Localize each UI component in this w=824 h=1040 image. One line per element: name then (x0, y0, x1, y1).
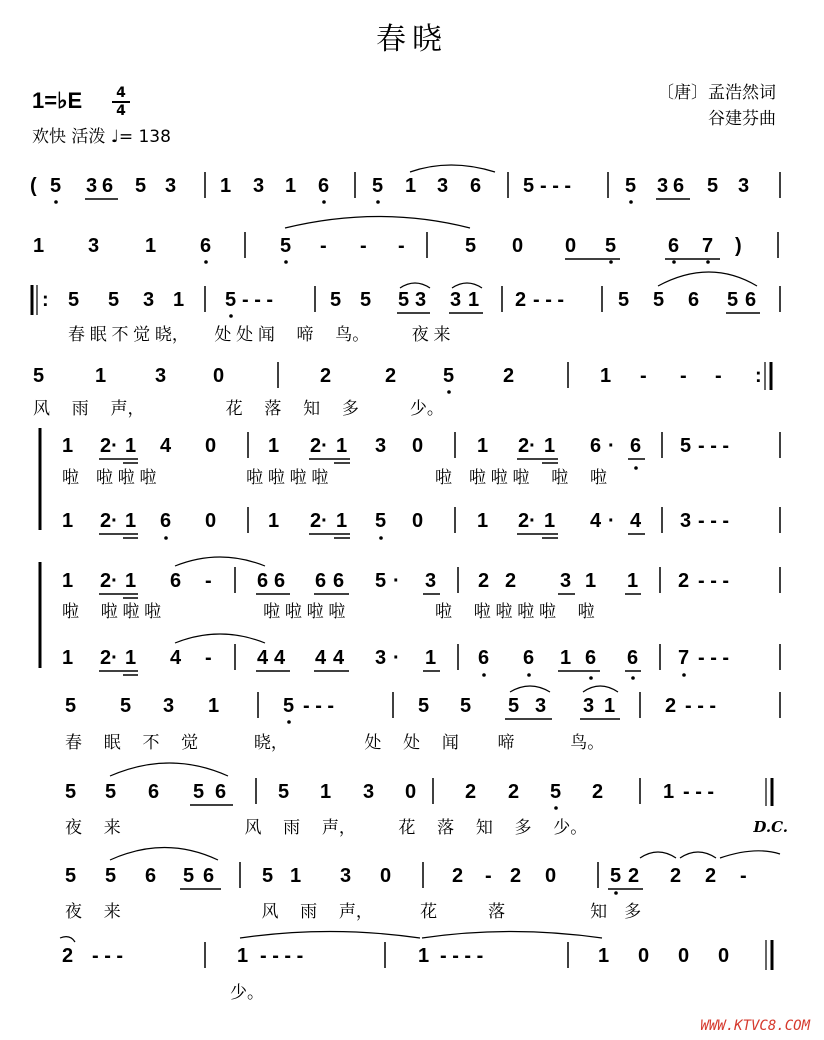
svg-text:5: 5 (443, 365, 455, 387)
svg-text:4: 4 (170, 647, 182, 669)
svg-text:2: 2 (515, 289, 527, 311)
svg-text:6: 6 (102, 175, 114, 197)
svg-text:- - -: - - - (540, 175, 572, 197)
svg-text:6: 6 (318, 175, 330, 197)
svg-text:2: 2 (508, 781, 520, 803)
lyric-line-6: 夜 来 风 雨 声， 花 落 知 多 少。 (65, 818, 588, 837)
svg-text:6: 6 (590, 435, 602, 457)
svg-text:3: 3 (450, 289, 462, 311)
svg-text:5: 5 (262, 865, 274, 887)
svg-text:5: 5 (280, 235, 292, 257)
svg-text:1: 1 (125, 510, 137, 532)
svg-text:5: 5 (193, 781, 205, 803)
svg-text:3: 3 (583, 695, 595, 717)
svg-text:5: 5 (550, 781, 562, 803)
svg-text:- - - -: - - - - (260, 945, 304, 967)
svg-text:2: 2 (62, 945, 74, 967)
svg-text:3: 3 (535, 695, 547, 717)
svg-text:2·: 2· (100, 647, 118, 669)
svg-text:5: 5 (398, 289, 410, 311)
svg-text:1: 1 (285, 175, 297, 197)
svg-text:5: 5 (50, 175, 62, 197)
svg-text:6: 6 (274, 570, 286, 592)
svg-text:1: 1 (33, 235, 45, 257)
svg-text:0: 0 (565, 235, 577, 257)
svg-text:7: 7 (702, 235, 714, 257)
svg-text::: : (755, 365, 762, 387)
svg-text:0: 0 (213, 365, 225, 387)
svg-text:6: 6 (333, 570, 345, 592)
svg-text:5: 5 (605, 235, 617, 257)
svg-text:5: 5 (330, 289, 342, 311)
svg-text:5: 5 (183, 865, 195, 887)
tempo-mood: 欢快 活泼 (32, 127, 106, 147)
svg-text:2: 2 (505, 570, 517, 592)
svg-text:1: 1 (237, 945, 249, 967)
svg-text:-: - (205, 570, 212, 592)
lyric-line-1: 春 眠 不 觉 晓， 处 处 闻 啼 鸟。 夜 来 (68, 325, 451, 344)
notation-row-9 (65, 848, 780, 895)
svg-text:2: 2 (628, 865, 640, 887)
svg-text:1: 1 (663, 781, 675, 803)
key-signature: 1=♭E (32, 88, 83, 113)
svg-text:5: 5 (65, 781, 77, 803)
svg-text:4: 4 (274, 647, 286, 669)
svg-text:1: 1 (62, 647, 74, 669)
svg-text:-: - (740, 865, 747, 887)
svg-text:5: 5 (465, 235, 477, 257)
svg-text:3: 3 (437, 175, 449, 197)
page-title: 春晓 (376, 22, 448, 57)
svg-text:5: 5 (460, 695, 472, 717)
svg-text:1: 1 (268, 435, 280, 457)
svg-text:3: 3 (155, 365, 167, 387)
svg-text:1: 1 (173, 289, 185, 311)
svg-text:-: - (398, 235, 405, 257)
svg-text:2: 2 (503, 365, 515, 387)
lyricist-credit: 〔唐〕孟浩然词 (657, 83, 776, 103)
svg-text:3: 3 (425, 570, 437, 592)
svg-text:2·: 2· (100, 435, 118, 457)
svg-text:- - -: - - - (533, 289, 565, 311)
svg-text:-: - (360, 235, 367, 257)
svg-text:1: 1 (604, 695, 616, 717)
composer-credit: 谷建芬曲 (708, 109, 776, 129)
svg-text:2: 2 (465, 781, 477, 803)
svg-text:- - -: - - - (303, 695, 335, 717)
notation-row-3 (32, 272, 780, 318)
svg-text:-: - (205, 647, 212, 669)
svg-text:2·: 2· (518, 435, 536, 457)
svg-text:3: 3 (165, 175, 177, 197)
svg-text:1: 1 (600, 365, 612, 387)
svg-text:6: 6 (745, 289, 757, 311)
svg-text:1: 1 (336, 435, 348, 457)
svg-text:5: 5 (523, 175, 535, 197)
svg-text:3: 3 (88, 235, 100, 257)
svg-text:1: 1 (544, 435, 556, 457)
svg-text:6: 6 (160, 510, 172, 532)
svg-text:- - -: - - - (242, 289, 274, 311)
svg-text:6: 6 (585, 647, 597, 669)
svg-text:1: 1 (425, 647, 437, 669)
svg-text:3: 3 (253, 175, 265, 197)
svg-text:-: - (485, 865, 492, 887)
svg-text:5: 5 (625, 175, 637, 197)
svg-text:0: 0 (205, 510, 217, 532)
svg-text:5: 5 (375, 510, 387, 532)
svg-text:·: · (393, 647, 400, 669)
svg-text:6: 6 (470, 175, 482, 197)
notation-row-4 (33, 362, 771, 394)
paren-open: ( (30, 175, 37, 197)
svg-text:6: 6 (630, 435, 642, 457)
svg-text:1: 1 (220, 175, 232, 197)
svg-text:0: 0 (405, 781, 417, 803)
svg-text:2: 2 (665, 695, 677, 717)
svg-text:1: 1 (145, 235, 157, 257)
svg-text:0: 0 (638, 945, 650, 967)
svg-text:3: 3 (657, 175, 669, 197)
svg-text:4: 4 (590, 510, 602, 532)
svg-text:3: 3 (86, 175, 98, 197)
svg-text:1: 1 (598, 945, 610, 967)
svg-text:5: 5 (225, 289, 237, 311)
svg-text:1: 1 (405, 175, 417, 197)
svg-text:5: 5 (278, 781, 290, 803)
notation-row-2 (33, 217, 778, 264)
svg-text:5: 5 (707, 175, 719, 197)
svg-text:3: 3 (415, 289, 427, 311)
time-signature-top: 4 (116, 85, 126, 101)
svg-text:- - -: - - - (685, 695, 717, 717)
svg-text:1: 1 (125, 435, 137, 457)
dc-marking: D.C. (753, 818, 788, 836)
svg-text:1: 1 (62, 435, 74, 457)
svg-text:1: 1 (125, 647, 137, 669)
svg-text:5: 5 (727, 289, 739, 311)
notation-row-10 (60, 932, 772, 971)
svg-text:5: 5 (33, 365, 45, 387)
svg-text:2: 2 (452, 865, 464, 887)
svg-text:2: 2 (385, 365, 397, 387)
svg-text:3: 3 (738, 175, 750, 197)
svg-text:1: 1 (418, 945, 430, 967)
svg-text:0: 0 (718, 945, 730, 967)
svg-text:1: 1 (268, 510, 280, 532)
svg-text:1: 1 (62, 510, 74, 532)
svg-text:5: 5 (65, 695, 77, 717)
svg-text:2·: 2· (100, 570, 118, 592)
svg-text::: : (42, 289, 49, 311)
notation-row-1 (30, 165, 780, 204)
svg-text:0: 0 (678, 945, 690, 967)
lyric-line-8: 少。 (230, 983, 264, 1002)
svg-text:5: 5 (65, 865, 77, 887)
svg-text:7: 7 (678, 647, 690, 669)
svg-text:-: - (320, 235, 327, 257)
svg-text:1: 1 (468, 289, 480, 311)
svg-text:1: 1 (336, 510, 348, 532)
svg-text:6: 6 (170, 570, 182, 592)
svg-text:1: 1 (95, 365, 107, 387)
svg-text:-: - (715, 365, 722, 387)
svg-text:1: 1 (477, 435, 489, 457)
lyric-line-3: 啦 啦 啦 啦 啦 啦 啦 啦 啦 啦 啦 啦 啦 啦 (62, 468, 607, 487)
lyric-line-5: 春 眠 不 觉 晓， 处 处 闻 啼 鸟。 (65, 733, 605, 752)
svg-text:5: 5 (135, 175, 147, 197)
svg-text:6: 6 (673, 175, 685, 197)
svg-text:6: 6 (523, 647, 535, 669)
svg-text:-: - (680, 365, 687, 387)
svg-text:5: 5 (360, 289, 372, 311)
svg-text:0: 0 (412, 435, 424, 457)
svg-text:6: 6 (257, 570, 269, 592)
svg-text:5: 5 (68, 289, 80, 311)
svg-text:5: 5 (653, 289, 665, 311)
svg-text:·: · (393, 570, 400, 592)
svg-text:6: 6 (627, 647, 639, 669)
svg-text:1: 1 (125, 570, 137, 592)
svg-text:6: 6 (203, 865, 215, 887)
svg-text:2·: 2· (518, 510, 536, 532)
svg-text:5: 5 (105, 781, 117, 803)
svg-text:2·: 2· (310, 435, 328, 457)
svg-text:5: 5 (120, 695, 132, 717)
svg-text:1: 1 (290, 865, 302, 887)
lyric-line-7: 夜 来 风 雨 声， 花 落 知 多 (65, 902, 642, 921)
svg-text:2: 2 (478, 570, 490, 592)
svg-text:4: 4 (333, 647, 345, 669)
svg-text:- - -: - - - (698, 570, 730, 592)
svg-text:2·: 2· (310, 510, 328, 532)
notation-row-7 (65, 686, 780, 724)
svg-text:3: 3 (375, 647, 387, 669)
svg-text:6: 6 (215, 781, 227, 803)
svg-text:0: 0 (380, 865, 392, 887)
svg-text:- - -: - - - (698, 647, 730, 669)
svg-text:3: 3 (680, 510, 692, 532)
svg-text:- - -: - - - (698, 510, 730, 532)
svg-text:- - -: - - - (698, 435, 730, 457)
svg-text:1: 1 (477, 510, 489, 532)
svg-text:2·: 2· (100, 510, 118, 532)
svg-text:4: 4 (630, 510, 642, 532)
svg-text:4: 4 (257, 647, 269, 669)
svg-text:-: - (640, 365, 647, 387)
svg-text:5: 5 (680, 435, 692, 457)
svg-text:- - -: - - - (683, 781, 715, 803)
svg-text:5: 5 (375, 570, 387, 592)
svg-text:1: 1 (320, 781, 332, 803)
svg-text:5: 5 (372, 175, 384, 197)
svg-text:1: 1 (585, 570, 597, 592)
svg-text:5: 5 (618, 289, 630, 311)
svg-text:0: 0 (512, 235, 524, 257)
tempo-bpm: ♩= 138 (110, 127, 171, 147)
svg-text:1: 1 (560, 647, 572, 669)
svg-text:3: 3 (143, 289, 155, 311)
lyric-line-2: 风 雨 声， 花 落 知 多 少。 (33, 399, 444, 418)
svg-text:0: 0 (545, 865, 557, 887)
svg-text:5: 5 (610, 865, 622, 887)
svg-text:2: 2 (670, 865, 682, 887)
svg-text:1: 1 (627, 570, 639, 592)
svg-text:4: 4 (160, 435, 172, 457)
svg-text:6: 6 (145, 865, 157, 887)
svg-text:5: 5 (108, 289, 120, 311)
svg-text:3: 3 (340, 865, 352, 887)
svg-text:2: 2 (678, 570, 690, 592)
svg-text:·: · (608, 510, 615, 532)
svg-text:3: 3 (163, 695, 175, 717)
svg-text:·: · (608, 435, 615, 457)
svg-text:3: 3 (375, 435, 387, 457)
svg-text:6: 6 (688, 289, 700, 311)
time-signature-bottom: 4 (116, 103, 126, 119)
lyric-line-4: 啦 啦 啦 啦 啦 啦 啦 啦 啦 啦 啦 啦 啦 啦 (62, 602, 595, 621)
svg-text:): ) (735, 235, 742, 257)
svg-text:3: 3 (560, 570, 572, 592)
svg-text:1: 1 (544, 510, 556, 532)
svg-text:3: 3 (363, 781, 375, 803)
svg-text:2: 2 (510, 865, 522, 887)
svg-text:6: 6 (668, 235, 680, 257)
svg-text:1: 1 (208, 695, 220, 717)
svg-text:6: 6 (148, 781, 160, 803)
svg-text:5: 5 (508, 695, 520, 717)
svg-text:5: 5 (418, 695, 430, 717)
svg-text:- - - -: - - - - (440, 945, 484, 967)
svg-text:6: 6 (478, 647, 490, 669)
svg-text:0: 0 (412, 510, 424, 532)
svg-text:5: 5 (105, 865, 117, 887)
watermark: WWW.KTVC8.COM (700, 1018, 810, 1034)
svg-text:1: 1 (62, 570, 74, 592)
notation-row-8 (65, 763, 772, 810)
svg-text:4: 4 (315, 647, 327, 669)
svg-text:5: 5 (283, 695, 295, 717)
svg-text:6: 6 (315, 570, 327, 592)
svg-text:- - -: - - - (92, 945, 124, 967)
svg-text:0: 0 (205, 435, 217, 457)
svg-text:6: 6 (200, 235, 212, 257)
svg-text:2: 2 (705, 865, 717, 887)
svg-text:2: 2 (320, 365, 332, 387)
svg-text:2: 2 (592, 781, 604, 803)
